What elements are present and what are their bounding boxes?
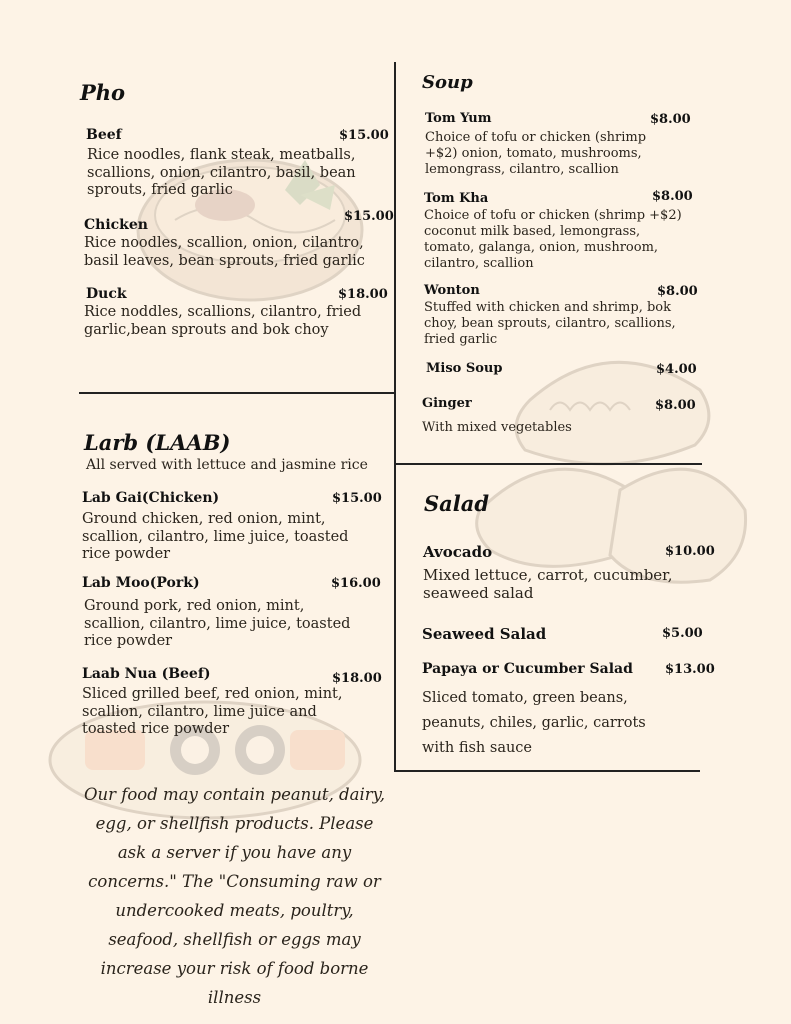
soup-item-name: Miso Soup bbox=[426, 361, 503, 376]
larb-item-desc: Sliced grilled beef, red onion, mint, scallion, cilantro, lime juice and toasted rice powder bbox=[82, 686, 343, 737]
soup-item-price: $8.00 bbox=[652, 189, 693, 204]
larb-title: Larb (LAAB) bbox=[84, 430, 231, 455]
pho-item-desc: Rice noodles, scallion, onion, cilantro, basil leaves, bean sprouts, fried garlic bbox=[84, 235, 365, 269]
salad-item-price: $5.00 bbox=[662, 626, 703, 641]
larb-item-desc: Ground chicken, red onion, mint, scallion, cilantro, lime juice, toasted rice powder bbox=[82, 511, 349, 562]
salad-bottom-divider bbox=[395, 770, 700, 772]
soup-item-desc: Stuffed with chicken and shrimp, bok choy, bean sprouts, cilantro, scallions, fried garlic bbox=[424, 300, 676, 347]
soup-item-desc: With mixed vegetables bbox=[422, 420, 572, 435]
salad-item-price: $13.00 bbox=[665, 662, 715, 677]
soup-item-price: $4.00 bbox=[656, 362, 697, 377]
pho-title: Pho bbox=[80, 80, 126, 105]
pho-item-price: $15.00 bbox=[344, 209, 394, 224]
soup-title: Soup bbox=[422, 72, 473, 93]
salad-item-desc: Mixed lettuce, carrot, cucumber, seaweed salad bbox=[423, 566, 673, 602]
larb-item-name: Laab Nua (Beef) bbox=[82, 666, 211, 682]
larb-subtitle: All served with lettuce and jasmine rice bbox=[86, 457, 368, 473]
salad-title: Salad bbox=[424, 491, 490, 516]
soup-item-price: $8.00 bbox=[657, 284, 698, 299]
pho-item-name: Chicken bbox=[84, 217, 148, 233]
pho-item-name: Duck bbox=[86, 286, 127, 302]
larb-item-desc: Ground pork, red onion, mint, scallion, cilantro, lime juice, toasted rice powder bbox=[84, 598, 351, 649]
soup-item-desc: Choice of tofu or chicken (shrimp +$2) coconut milk based, lemongrass, tomato, galanga, onion, mushroom, cilantro, scallion bbox=[424, 208, 682, 271]
soup-item-name: Wonton bbox=[424, 283, 480, 298]
larb-item-name: Lab Moo(Pork) bbox=[82, 575, 200, 591]
salad-item-desc: Sliced tomato, green beans, peanuts, chiles, garlic, carrots with fish sauce bbox=[422, 690, 646, 756]
larb-item-price: $15.00 bbox=[332, 491, 382, 506]
larb-item-price: $18.00 bbox=[332, 671, 382, 686]
pho-item-desc: Rice noddles, scallions, cilantro, fried garlic,bean sprouts and bok choy bbox=[84, 304, 362, 338]
vertical-divider bbox=[394, 62, 396, 772]
soup-bottom-divider bbox=[395, 463, 702, 465]
soup-item-desc: Choice of tofu or chicken (shrimp +$2) onion, tomato, mushrooms, lemongrass, cilantro, scallion bbox=[425, 130, 647, 177]
larb-item-price: $16.00 bbox=[331, 576, 381, 591]
soup-item-price: $8.00 bbox=[655, 398, 696, 413]
soup-item-name: Ginger bbox=[422, 396, 472, 411]
salad-item-name: Seaweed Salad bbox=[422, 625, 547, 643]
pho-item-name: Beef bbox=[86, 127, 122, 143]
soup-item-name: Tom Yum bbox=[425, 111, 492, 126]
salad-item-name: Avocado bbox=[423, 543, 493, 561]
pho-item-desc: Rice noodles, flank steak, meatballs, scallions, onion, cilantro, basil, bean sprouts, fried garlic bbox=[87, 147, 356, 198]
soup-item-name: Tom Kha bbox=[424, 191, 489, 206]
pho-item-price: $15.00 bbox=[339, 128, 389, 143]
larb-item-name: Lab Gai(Chicken) bbox=[82, 490, 220, 506]
pho-item-price: $18.00 bbox=[338, 287, 388, 302]
salad-item-price: $10.00 bbox=[665, 544, 715, 559]
allergy-notice: Our food may contain peanut, dairy, egg, or shellfish products. Please ask a server if you have any concerns." The "Consuming raw or undercooked meats, poultry, seafood, shellfish or eggs may increase your risk of food borne illness bbox=[83, 785, 385, 1007]
soup-item-price: $8.00 bbox=[650, 112, 691, 127]
salad-item-name: Papaya or Cucumber Salad bbox=[422, 661, 633, 677]
pho-bottom-divider bbox=[79, 392, 395, 394]
